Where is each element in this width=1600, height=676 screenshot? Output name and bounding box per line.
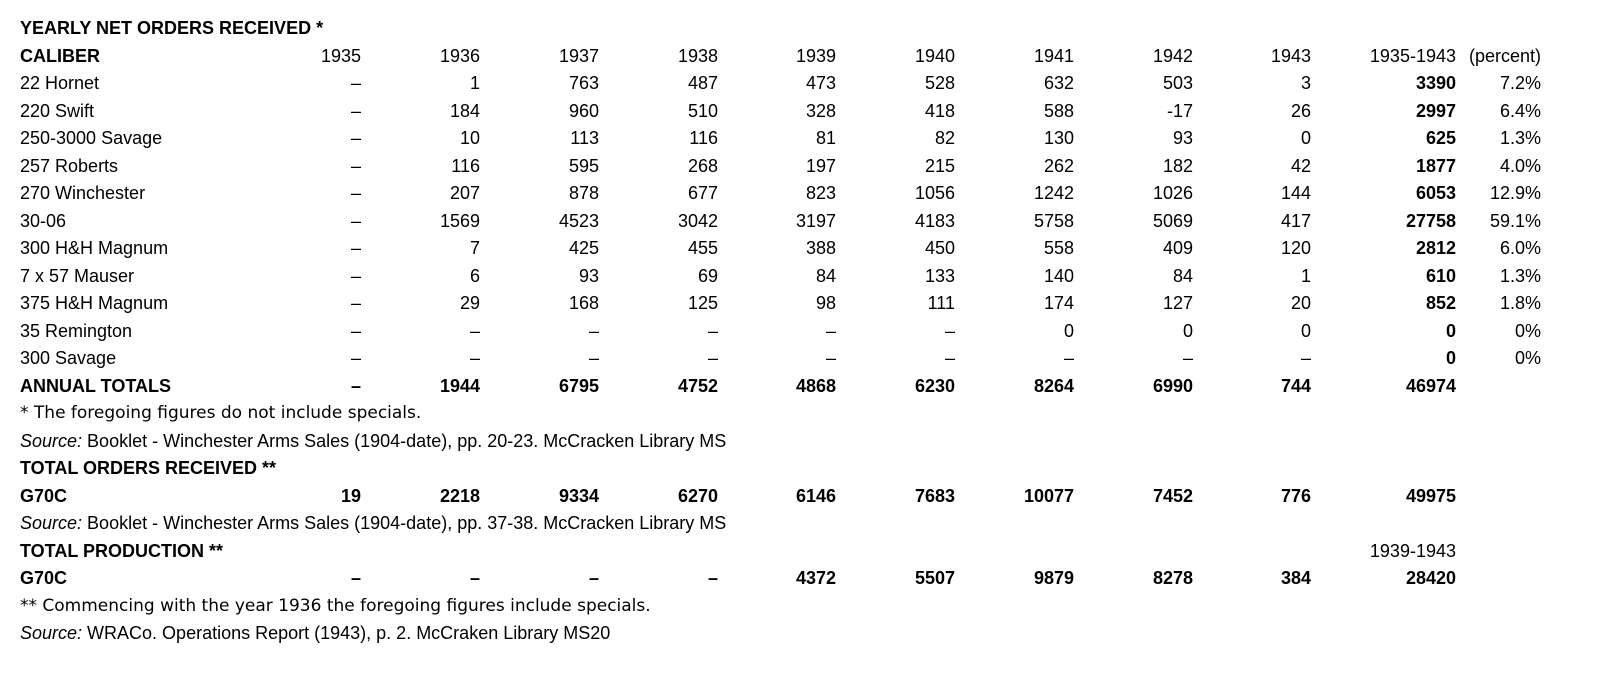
source-citation: [20, 427, 726, 455]
row-total: 852: [1425, 293, 1456, 313]
cell-1943: 1: [1300, 265, 1311, 286]
cell-1939: 4868: [795, 375, 836, 396]
row-total: 6053: [1415, 183, 1456, 203]
cell-1936: 6: [469, 265, 480, 286]
cell-1940: 450: [924, 238, 955, 258]
cell-1941: 140: [1043, 265, 1074, 286]
cell-1938: 455: [687, 238, 718, 258]
cell-1942: 0: [1182, 320, 1193, 341]
cell-1937: –: [588, 568, 599, 588]
cell-1942: 8278: [1152, 568, 1193, 588]
production-label: G70C: [20, 568, 68, 588]
percent-header: (percent): [1468, 45, 1541, 66]
row-total: 610: [1425, 265, 1456, 286]
source-citation: [20, 509, 726, 537]
row-percent: 6.0%: [1499, 238, 1541, 258]
table-row: [0, 344, 1600, 372]
row-percent: 7.2%: [1499, 73, 1541, 93]
cell-1935: –: [350, 293, 361, 313]
cell-1938: 677: [687, 183, 718, 203]
cell-1937: –: [588, 348, 599, 368]
cell-1935: –: [350, 320, 361, 341]
annual-totals-label: ANNUAL TOTALS: [20, 375, 171, 396]
caliber-label: 7 x 57 Mauser: [20, 265, 135, 286]
year-header-1935: 1935: [320, 45, 361, 66]
year-header-1938: 1938: [677, 45, 718, 66]
cell-1940: –: [944, 320, 955, 341]
source-text: WRACo. Operations Report (1943), p. 2. McCraken Library MS20: [82, 623, 611, 643]
orders-total: 49975: [1405, 485, 1456, 506]
table-row: [0, 97, 1600, 125]
cell-1941: 588: [1043, 100, 1074, 121]
row-total: 27758: [1405, 210, 1456, 231]
cell-1940: 528: [924, 73, 955, 93]
orders-row: [0, 482, 1600, 510]
cell-1935: –: [350, 155, 361, 176]
year-header-1943: 1943: [1270, 45, 1311, 66]
caliber-label: 375 H&H Magnum: [20, 293, 169, 313]
caliber-label: 35 Remington: [20, 320, 133, 341]
row-total: 1877: [1415, 155, 1456, 176]
year-header-1937: 1937: [558, 45, 599, 66]
cell-1943: 744: [1280, 375, 1311, 396]
cell-1935: –: [350, 73, 361, 93]
cell-1935: –: [350, 100, 361, 121]
cell-1939: 388: [805, 238, 836, 258]
source-note-3: [0, 619, 1600, 647]
cell-1942: 409: [1162, 238, 1193, 258]
cell-1936: –: [469, 348, 480, 368]
cell-1939: 4372: [795, 568, 836, 588]
cell-1941: 632: [1043, 73, 1074, 93]
cell-1943: 20: [1290, 293, 1311, 313]
year-header-1939: 1939: [795, 45, 836, 66]
year-header-1942: 1942: [1152, 45, 1193, 66]
source-label: Source:: [20, 513, 83, 533]
table-title: [0, 14, 1600, 42]
cell-1938: –: [707, 320, 718, 341]
table-row: [0, 124, 1600, 152]
cell-1942: 84: [1172, 265, 1193, 286]
row-percent: 6.4%: [1499, 100, 1541, 121]
row-percent: 0%: [1514, 348, 1541, 368]
cell-1937: 168: [568, 293, 599, 313]
cell-1935: –: [350, 183, 361, 203]
cell-1939: 6146: [795, 485, 836, 506]
cell-1935: –: [350, 568, 361, 588]
cell-1937: 9334: [558, 485, 599, 506]
cell-1939: –: [825, 320, 836, 341]
caliber-label: 220 Swift: [20, 100, 95, 121]
table-row: [0, 179, 1600, 207]
cell-1942: -17: [1166, 100, 1193, 121]
row-percent: 1.8%: [1499, 293, 1541, 313]
row-total: 0: [1445, 348, 1456, 368]
footnote-text: * The foregoing figures do not include specials.: [20, 403, 422, 423]
cell-1942: 5069: [1152, 210, 1193, 231]
caliber-label: 30-06: [20, 210, 67, 231]
table-row: [0, 207, 1600, 235]
cell-1942: 93: [1172, 128, 1193, 148]
cell-1940: 215: [924, 155, 955, 176]
cell-1935: –: [350, 238, 361, 258]
cell-1939: 197: [805, 155, 836, 176]
cell-1935: 19: [340, 485, 361, 506]
cell-1941: 558: [1043, 238, 1074, 258]
row-percent: 59.1%: [1489, 210, 1541, 231]
cell-1941: 5758: [1033, 210, 1074, 231]
cell-1937: 425: [568, 238, 599, 258]
year-header-1936: 1936: [439, 45, 480, 66]
cell-1938: –: [707, 568, 718, 588]
cell-1937: 4523: [558, 210, 599, 231]
table-row: [0, 289, 1600, 317]
cell-1942: –: [1182, 348, 1193, 368]
cell-1941: 0: [1063, 320, 1074, 341]
row-total: 2812: [1415, 238, 1456, 258]
cell-1936: 1944: [439, 375, 480, 396]
production-row: [0, 564, 1600, 592]
cell-1940: 133: [924, 265, 955, 286]
cell-1939: 81: [815, 128, 836, 148]
cell-1942: 7452: [1152, 485, 1193, 506]
footnote: [0, 399, 1600, 427]
cell-1940: 6230: [914, 375, 955, 396]
source-note-1: [0, 427, 1600, 455]
year-header-1941: 1941: [1033, 45, 1074, 66]
cell-1940: 111: [927, 293, 955, 313]
cell-1943: 3: [1300, 73, 1311, 93]
footnote-2: [0, 592, 1600, 620]
row-total: 0: [1445, 320, 1456, 341]
cell-1943: 776: [1280, 485, 1311, 506]
cell-1939: 328: [805, 100, 836, 121]
cell-1940: –: [944, 348, 955, 368]
caliber-label: 257 Roberts: [20, 155, 119, 176]
production-total: 28420: [1405, 568, 1456, 588]
table-row: [0, 317, 1600, 345]
cell-1941: 262: [1043, 155, 1074, 176]
caliber-label: 22 Hornet: [20, 73, 100, 93]
cell-1936: 184: [449, 100, 480, 121]
cell-1940: 5507: [914, 568, 955, 588]
row-total: 2997: [1415, 100, 1456, 121]
production-title-row: [0, 537, 1600, 565]
source-note-2: [0, 509, 1600, 537]
cell-1943: 144: [1280, 183, 1311, 203]
cell-1937: 960: [568, 100, 599, 121]
row-percent: 0%: [1514, 320, 1541, 341]
footnote-2-text: ** Commencing with the year 1936 the foregoing figures include specials.: [20, 595, 651, 616]
table-row: [0, 262, 1600, 290]
caliber-label: 270 Winchester: [20, 183, 146, 203]
row-percent: 4.0%: [1499, 155, 1541, 176]
table-row: [0, 152, 1600, 180]
caliber-label: 300 H&H Magnum: [20, 238, 169, 258]
cell-1941: 9879: [1033, 568, 1074, 588]
cell-1942: 1026: [1152, 183, 1193, 203]
orders-title-row: [0, 454, 1600, 482]
cell-1937: 595: [568, 155, 599, 176]
cell-1936: 116: [451, 155, 480, 176]
cell-1936: 29: [459, 293, 480, 313]
cell-1943: –: [1300, 348, 1311, 368]
cell-1941: 130: [1043, 128, 1074, 148]
cell-1935: –: [350, 375, 361, 396]
source-text: Booklet - Winchester Arms Sales (1904-date), pp. 20-23. McCracken Library MS: [82, 430, 727, 451]
cell-1936: 1569: [439, 210, 480, 231]
annual-totals-row: [0, 372, 1600, 400]
cell-1939: 98: [815, 293, 836, 313]
cell-1935: –: [350, 348, 361, 368]
cell-1938: 510: [687, 100, 718, 121]
cell-1935: –: [350, 265, 361, 286]
cell-1939: 3197: [795, 210, 836, 231]
year-header-1940: 1940: [914, 45, 955, 66]
production-title: TOTAL PRODUCTION **: [20, 540, 224, 561]
cell-1942: 182: [1162, 155, 1193, 176]
caliber-header: CALIBER: [20, 45, 100, 66]
cell-1943: 417: [1280, 210, 1311, 231]
cell-1936: 1: [469, 73, 480, 93]
cell-1943: 120: [1280, 238, 1311, 258]
caliber-label: 250-3000 Savage: [20, 128, 163, 148]
cell-1943: 0: [1300, 320, 1311, 341]
production-range: 1939-1943: [1369, 540, 1456, 561]
cell-1940: 82: [934, 128, 955, 148]
cell-1939: –: [825, 348, 836, 368]
cell-1938: 69: [697, 265, 718, 286]
cell-1942: 503: [1162, 73, 1193, 93]
source-label: Source:: [20, 623, 83, 643]
table-row: [0, 234, 1600, 262]
cell-1942: 127: [1162, 293, 1193, 313]
cell-1937: 763: [568, 73, 599, 93]
table-row: [0, 69, 1600, 97]
cell-1943: 26: [1290, 100, 1311, 121]
cell-1940: 7683: [914, 485, 955, 506]
source-citation: [20, 619, 610, 647]
title-text: YEARLY NET ORDERS RECEIVED *: [20, 18, 324, 38]
cell-1938: 125: [687, 293, 718, 313]
cell-1938: 4752: [677, 375, 718, 396]
cell-1941: 1242: [1033, 183, 1074, 203]
row-total: 3390: [1415, 73, 1456, 93]
cell-1939: 823: [805, 183, 836, 203]
annual-grand-total: 46974: [1405, 375, 1456, 396]
row-total: 625: [1425, 128, 1456, 148]
range-header: 1935-1943: [1369, 45, 1456, 66]
cell-1937: 6795: [558, 375, 599, 396]
row-percent: 12.9%: [1489, 183, 1541, 203]
source-label: Source:: [20, 430, 83, 451]
cell-1943: 384: [1280, 568, 1311, 588]
cell-1940: 4183: [914, 210, 955, 231]
cell-1939: 473: [805, 73, 836, 93]
cell-1936: 2218: [439, 485, 480, 506]
cell-1936: –: [469, 568, 480, 588]
cell-1938: 6270: [677, 485, 718, 506]
cell-1937: 878: [568, 183, 599, 203]
cell-1943: 42: [1290, 155, 1311, 176]
cell-1936: 207: [449, 183, 480, 203]
cell-1942: 6990: [1152, 375, 1193, 396]
cell-1943: 0: [1300, 128, 1311, 148]
cell-1937: 113: [570, 128, 599, 148]
cell-1938: 116: [689, 128, 718, 148]
cell-1938: –: [707, 348, 718, 368]
cell-1936: –: [469, 320, 480, 341]
cell-1941: 10077: [1023, 485, 1074, 506]
cell-1940: 1056: [914, 183, 955, 203]
row-percent: 1.3%: [1499, 265, 1541, 286]
orders-label: G70C: [20, 485, 68, 506]
caliber-label: 300 Savage: [20, 348, 117, 368]
cell-1941: –: [1063, 348, 1074, 368]
cell-1935: –: [350, 128, 361, 148]
cell-1935: –: [350, 210, 361, 231]
cell-1939: 84: [815, 265, 836, 286]
row-percent: 1.3%: [1499, 128, 1541, 148]
cell-1936: 10: [459, 128, 480, 148]
cell-1937: –: [588, 320, 599, 341]
cell-1937: 93: [578, 265, 599, 286]
cell-1938: 487: [687, 73, 718, 93]
cell-1941: 174: [1043, 293, 1074, 313]
cell-1938: 3042: [677, 210, 718, 231]
source-text: Booklet - Winchester Arms Sales (1904-date), pp. 37-38. McCracken Library MS: [82, 513, 727, 533]
cell-1938: 268: [687, 155, 718, 176]
orders-title: TOTAL ORDERS RECEIVED **: [20, 458, 277, 478]
cell-1941: 8264: [1033, 375, 1074, 396]
cell-1936: 7: [469, 238, 480, 258]
header-row: [0, 42, 1600, 70]
cell-1940: 418: [924, 100, 955, 121]
